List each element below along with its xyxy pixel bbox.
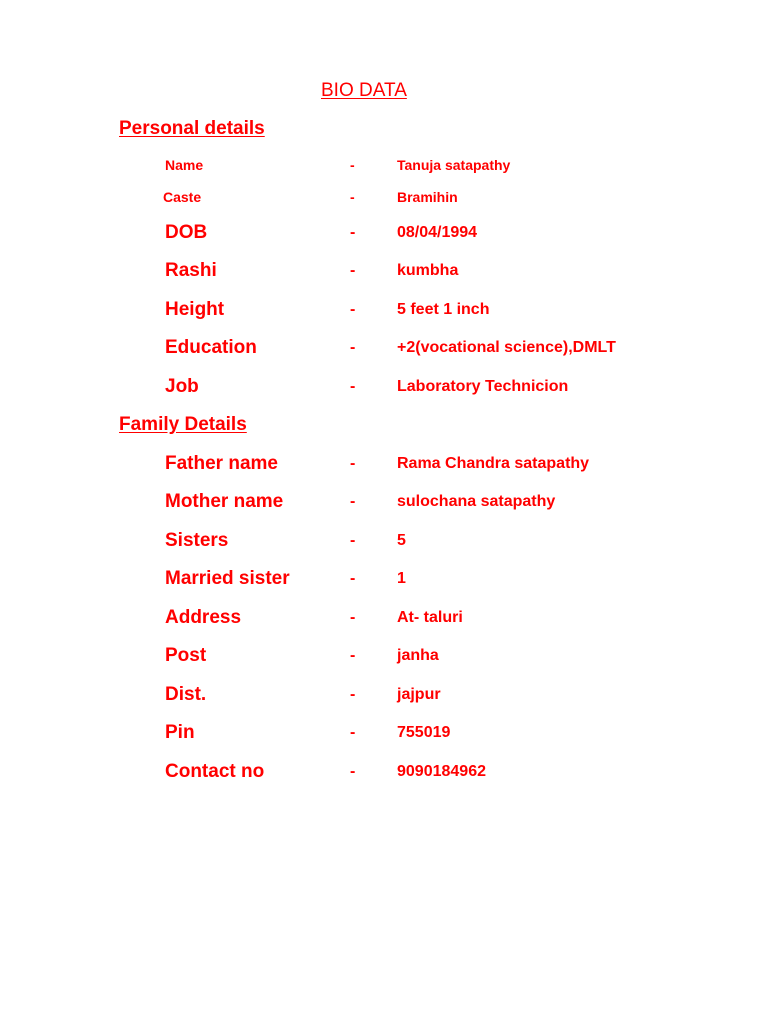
row-separator: - [350, 301, 356, 318]
row-label: Height [165, 299, 225, 320]
row-label: Caste [163, 189, 202, 205]
family-row-post [0, 643, 768, 669]
row-label: Name [165, 157, 204, 173]
row-label: Father name [165, 453, 278, 474]
family-row-mother-name [0, 489, 768, 515]
row-value: 1 [397, 570, 406, 587]
row-label: Address [165, 607, 242, 628]
row-value: Tanuja satapathy [397, 157, 511, 173]
row-label: Dist. [165, 684, 207, 705]
row-separator: - [350, 224, 356, 241]
personal-row-caste [0, 187, 768, 207]
row-value: 5 [397, 532, 406, 549]
row-value: Laboratory Technicion [397, 378, 569, 395]
personal-row-job [0, 374, 768, 400]
family-row-pin [0, 720, 768, 746]
row-label: Pin [165, 722, 195, 743]
row-value: kumbha [397, 262, 459, 279]
document-title: BIO DATA [321, 80, 407, 101]
row-separator: - [350, 493, 356, 510]
family-row-married-sister [0, 566, 768, 592]
row-label: Married sister [165, 568, 290, 589]
row-value: +2(vocational science),DMLT [397, 339, 616, 356]
family-details-heading: Family Details [119, 414, 247, 435]
personal-row-name [0, 155, 768, 175]
row-value: janha [397, 647, 439, 664]
row-separator: - [350, 686, 356, 703]
row-value: Rama Chandra satapathy [397, 455, 590, 472]
family-row-sisters [0, 528, 768, 554]
row-value: 5 feet 1 inch [397, 301, 490, 318]
row-separator: - [350, 378, 356, 395]
row-separator: - [350, 609, 356, 626]
row-value: sulochana satapathy [397, 493, 556, 510]
row-value: 755019 [397, 724, 451, 741]
row-separator: - [350, 532, 356, 549]
row-separator: - [350, 763, 356, 780]
row-separator: - [350, 262, 356, 279]
family-row-father-name [0, 451, 768, 477]
personal-row-height [0, 297, 768, 323]
row-label: DOB [165, 222, 208, 243]
family-row-address [0, 605, 768, 631]
row-separator: - [350, 647, 356, 664]
row-label: Rashi [165, 260, 217, 281]
row-label: Education [165, 337, 257, 358]
row-label: Mother name [165, 491, 284, 512]
row-label: Job [165, 376, 199, 397]
personal-details-heading: Personal details [119, 118, 265, 139]
row-label: Contact no [165, 761, 265, 782]
row-value: jajpur [397, 686, 441, 703]
row-value: Bramihin [397, 189, 458, 205]
personal-row-rashi [0, 258, 768, 284]
row-value: 08/04/1994 [397, 224, 478, 241]
personal-row-education [0, 335, 768, 361]
row-label: Post [165, 645, 207, 666]
row-value: 9090184962 [397, 763, 486, 780]
row-separator: - [350, 339, 356, 356]
row-separator: - [350, 570, 356, 587]
personal-row-dob [0, 220, 768, 246]
row-separator: - [350, 189, 355, 205]
row-separator: - [350, 724, 356, 741]
row-label: Sisters [165, 530, 229, 551]
row-value: At- taluri [397, 609, 463, 626]
family-row-dist [0, 682, 768, 708]
family-row-contact-no [0, 759, 768, 785]
row-separator: - [350, 157, 355, 173]
row-separator: - [350, 455, 356, 472]
